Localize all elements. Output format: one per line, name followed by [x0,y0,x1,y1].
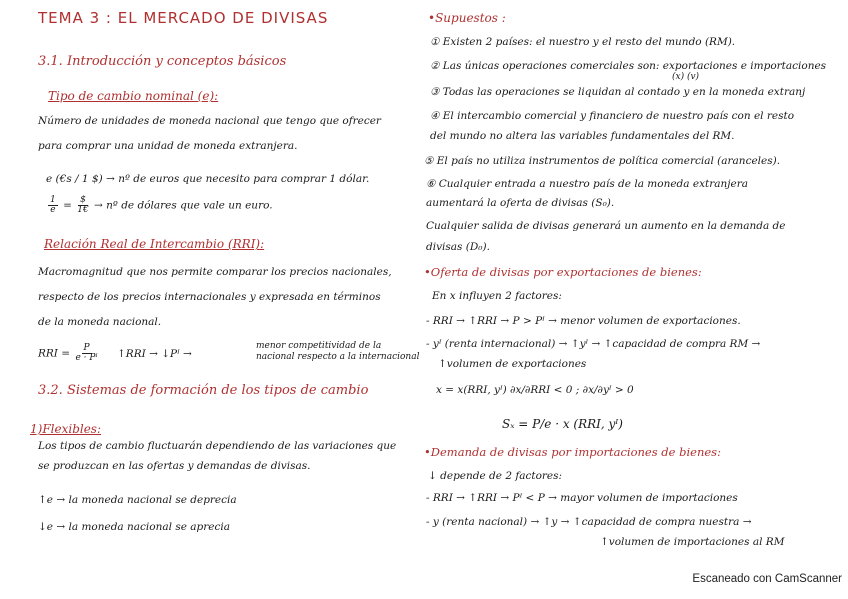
rri-heading: Relación Real de Intercambio (RRI): [44,237,265,251]
section-3-2-heading: 3.2. Sistemas de formación de los tipos de cambio [38,383,369,398]
supply-heading: •Oferta de divisas por exportaciones de bienes: [424,265,702,279]
section-3-1-heading: 3.1. Introducción y conceptos básicos [38,54,287,69]
nominal-rate-line-1: Número de unidades de moneda nacional que tengo que ofrecer [38,115,381,127]
euro-dollar-example: e (€s / 1 $) → nº de euros que necesito para comprar 1 dólar. [46,173,370,185]
assumption-6-line-2: aumentará la oferta de divisas (S₀). [426,197,615,209]
flexible-heading: 1)Flexibles: [30,422,102,436]
inverse-rate-example: $\frac{1}{e}$ = $\frac{\$}{1€}$ → nº de dólares que vale un euro. [50,195,273,215]
flexible-line-1: Los tipos de cambio fluctuarán dependiendo de las variaciones que [38,440,397,452]
fraction-dollar-over-euro: $\frac{\$}{1€}$ [77,195,89,215]
demand-factors-intro: ↓ depende de 2 factores: [428,470,563,482]
supply-factor-income-result: ↑volumen de exportaciones [438,358,587,370]
assumption-4-line-2: del mundo no altera las variables fundamentales del RM. [430,130,735,142]
depreciation-line: ↑e → la moneda nacional se deprecia [38,494,237,506]
flexible-line-2: se produzcan en las ofertas y demandas de divisas. [38,460,311,472]
assumption-3: ③ Todas las operaciones se liquidan al contado y en la moneda extranj [430,86,806,98]
fraction-one-over-e: $\frac{1}{e}$ [50,195,56,215]
assumption-5: ⑤ El país no utiliza instrumentos de política comercial (aranceles). [424,155,781,167]
scanner-watermark: Escaneado con CamScanner [692,573,842,585]
assumption-1: ① Existen 2 países: el nuestro y el resto del mundo (RM). [430,36,736,48]
supply-factor-income: - yᴵ (renta internacional) → ↑yᴵ → ↑capacidad de compra RM → [426,338,761,350]
assumption-4-line-1: ④ El intercambio comercial y financiero de nuestro país con el resto [430,110,795,122]
supply-function-derivatives: x = x(RRI, yᴵ) ∂x/∂RRI < 0 ; ∂x/∂yᴵ > 0 [436,384,634,396]
supply-factors-intro: En x influyen 2 factores: [432,290,562,302]
rri-fraction: $\frac{P}{\text{e · Pᴵ}}$ [75,343,98,363]
rri-note-2: nacional respecto a la internacional [256,352,420,362]
demand-factor-income-result: ↑volumen de importaciones al RM [600,536,785,548]
nominal-rate-heading: Tipo de cambio nominal (e): [48,89,219,103]
assumptions-heading: •Supuestos : [428,11,506,25]
rri-line-2: respecto de los precios internacionales y expresada en términos [38,291,381,303]
demand-factor-income: - y (renta nacional) → ↑y → ↑capacidad de compra nuestra → [426,516,752,528]
rri-line-1: Macromagnitud que nos permite comparar los precios nacionales, [38,266,392,278]
supply-factor-rri: - RRI → ↑RRI → P > Pᴵ → menor volumen de exportaciones. [426,315,741,327]
rri-note-1: menor competitividad de la [256,341,382,351]
appreciation-line: ↓e → la moneda nacional se aprecia [38,521,230,533]
supply-equation: Sₓ = P/e · x (RRI, yᴵ) [502,417,623,431]
rri-line-3: de la moneda nacional. [38,316,162,328]
nominal-rate-line-2: para comprar una unidad de moneda extranjera. [38,140,298,152]
page-title: TEMA 3 : EL MERCADO DE DIVISAS [38,9,329,27]
assumption-2: ② Las únicas operaciones comerciales son: exportaciones e importaciones [430,60,827,72]
assumption-6-line-3: Cualquier salida de divisas generará un aumento en la demanda de [426,220,786,232]
assumption-2-notation: (x) (v) [672,72,700,82]
demand-factor-rri: - RRI → ↑RRI → Pᴵ < P → mayor volumen de importaciones [426,492,738,504]
rri-formula: RRI = $\frac{P}{\text{e · Pᴵ}}$ ↑RRI → ↓Pᴵ → [38,343,192,363]
demand-heading: •Demanda de divisas por importaciones de bienes: [424,445,721,459]
assumption-6-line-4: divisas (D₀). [426,241,490,253]
assumption-6-line-1: ⑥ Cualquier entrada a nuestro país de la moneda extranjera [426,178,749,190]
